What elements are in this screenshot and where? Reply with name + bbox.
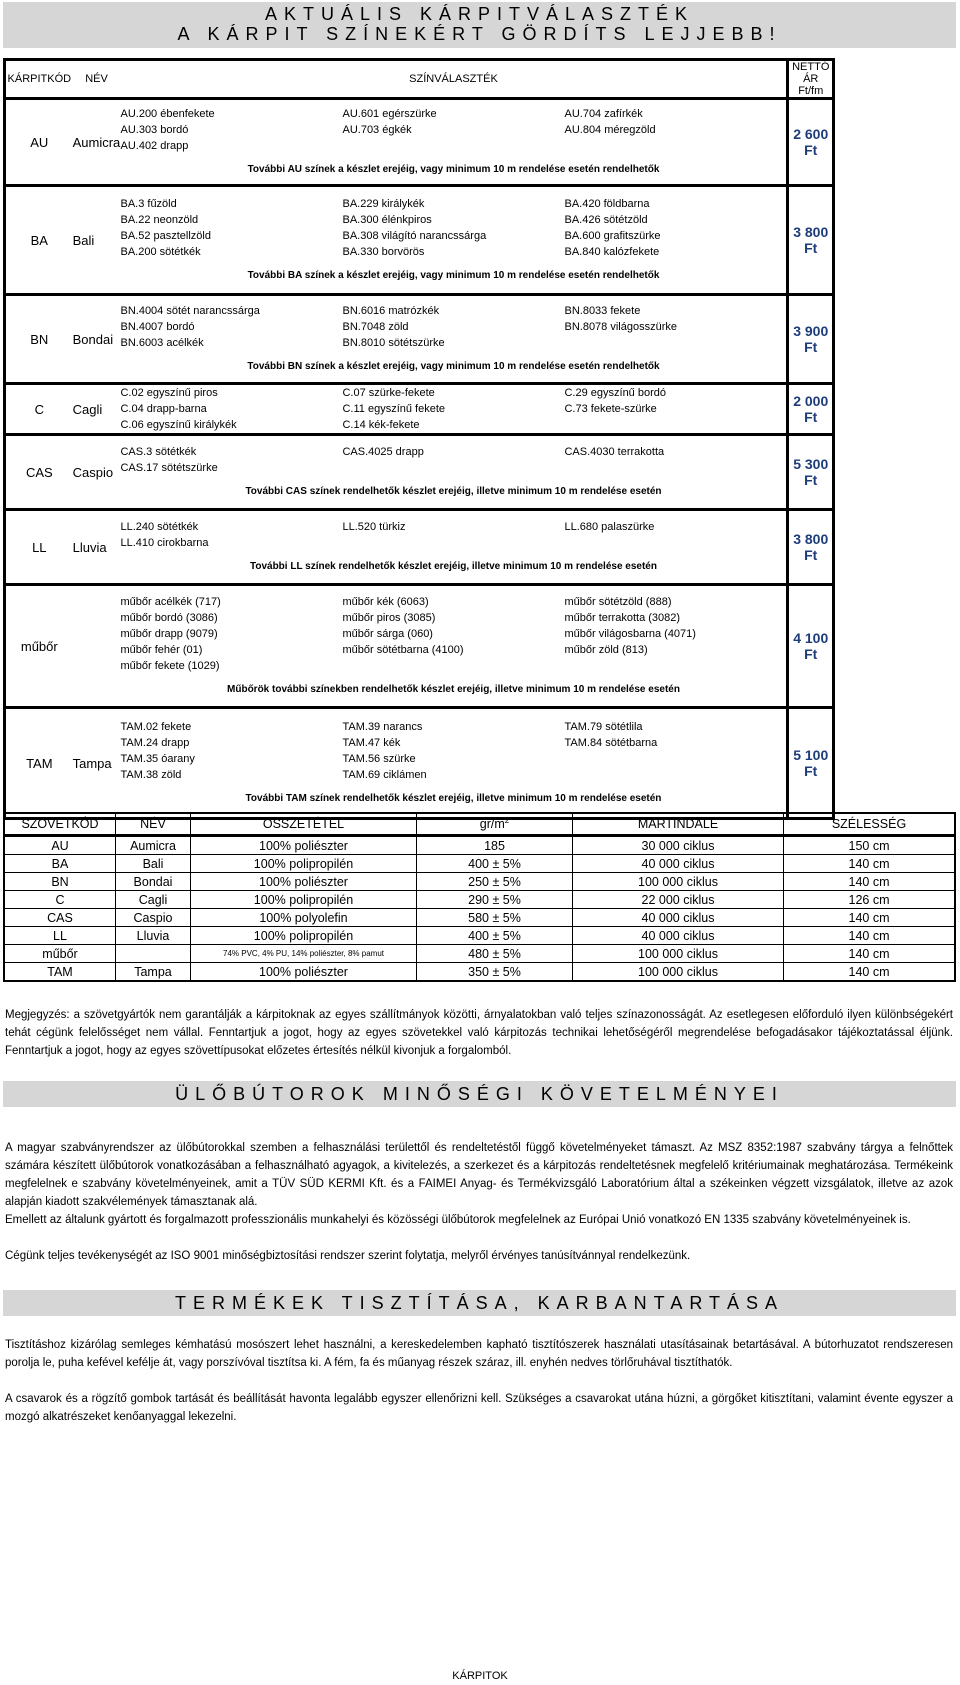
color-column: [342, 196, 564, 260]
spec-martindale: 100 000 ciklus: [573, 873, 784, 891]
color-option: BA.330 borvörös: [342, 245, 425, 258]
color-option: BN.4004 sötét narancssárga: [120, 304, 260, 317]
color-option: AU.703 égkék: [342, 123, 412, 136]
spec-row: [4, 927, 955, 945]
fabric-note: További LL színek rendelhetők készlet erejéig, illetve minimum 10 m rendelése esetén: [249, 560, 657, 572]
color-option: CAS.4025 drapp: [342, 445, 424, 458]
spec-code: LL: [4, 927, 116, 945]
color-option: BN.6016 matrózkék: [342, 304, 440, 317]
fabric-row: [5, 510, 834, 585]
color-column: [342, 303, 564, 351]
weight-unit: gr/m: [479, 817, 505, 832]
color-option: BN.6003 acélkék: [120, 336, 204, 349]
spec-name: Caspio: [116, 909, 191, 927]
table-header-row: [5, 60, 834, 99]
fabric-name: Bali: [72, 232, 95, 248]
color-option: C.02 egyszínű piros: [120, 387, 218, 399]
color-option: C.73 fekete-szürke: [564, 403, 657, 415]
color-column: [564, 106, 786, 154]
spec-martindale: 100 000 ciklus: [573, 945, 784, 963]
fabric-code: LL: [32, 539, 47, 555]
spec-martindale: 40 000 ciklus: [573, 927, 784, 945]
color-column: [342, 385, 564, 433]
spec-row: [4, 945, 955, 963]
color-option: LL.410 cirokbarna: [120, 536, 209, 549]
fabric-code: BN: [30, 331, 49, 347]
fabric-colors: [120, 186, 788, 295]
spec-composition: 100% poliészter: [191, 873, 417, 891]
header-code: KÁRPITKÓD: [5, 60, 73, 99]
fabric-name: Caspio: [72, 464, 114, 480]
spec-row: [4, 855, 955, 873]
fabric-colors: [120, 708, 788, 819]
color-option: AU.704 zafírkék: [564, 107, 643, 120]
spec-row: [4, 909, 955, 927]
fabric-name: [73, 585, 121, 708]
fabric-price: 2 000 Ft: [788, 384, 834, 435]
spec-code: C: [4, 891, 116, 909]
color-option: BA.52 pasztellzöld: [120, 229, 211, 242]
color-option: TAM.84 sötétbarna: [564, 736, 658, 749]
spec-weight: 580 ± 5%: [417, 909, 573, 927]
fabric-code: CAS: [25, 464, 53, 480]
spec-code: CAS: [4, 909, 116, 927]
color-option: TAM.38 zöld: [120, 768, 182, 781]
spec-weight: 185: [417, 836, 573, 855]
color-option: BA.22 neonzöld: [120, 213, 199, 226]
color-option: TAM.47 kék: [342, 736, 401, 749]
color-column: [120, 594, 342, 674]
color-option: TAM.24 drapp: [120, 736, 190, 749]
spec-composition: 100% polipropilén: [191, 891, 417, 909]
color-option: TAM.02 fekete: [120, 720, 192, 733]
color-option: BN.8078 világosszürke: [564, 320, 677, 333]
color-column: [342, 444, 564, 476]
fabric-row: [5, 99, 834, 186]
fabric-code: műbőr: [20, 638, 58, 654]
color-option: C.29 egyszínű bordó: [564, 387, 666, 399]
fabric-name: Cagli: [72, 401, 103, 417]
spec-name: Cagli: [116, 891, 191, 909]
color-option: műbőr sárga (060): [342, 627, 433, 640]
color-column: [120, 519, 342, 551]
spec-width: 140 cm: [784, 927, 956, 945]
color-column: [342, 594, 564, 674]
disclaimer-text: Megjegyzés: a szövetgyártók nem garantálják a kárpitoknak az egyes szállítmányok közötti, árnyalatokban való teljes színazonosságát. Az esetlegesen előforduló ilyen különbségekért tehát cégünk felelősséget nem vállal. Fenntartjuk a jogot, hogy az egyes szövetekkel való kárpitozás technikai lehetőségéről megrendelése befogadásakor tájékoztatással éljünk. Fenntartjuk a jogot, hogy az egyes szövettípusokat előzetes értesítés nélkül kivonjuk a forgalomból.: [5, 1009, 953, 1057]
fabric-note: További AU színek a készlet erejéig, vagy minimum 10 m rendelése esetén rendelhetők: [247, 163, 660, 175]
color-column: [120, 719, 342, 783]
fabric-colors: [120, 435, 788, 510]
fabric-note: További CAS színek rendelhetők készlet erejéig, illetve minimum 10 m rendelése esetén: [245, 485, 662, 497]
spec-row: [4, 891, 955, 909]
color-option: AU.402 drapp: [120, 139, 189, 152]
color-option: BN.8010 sötétszürke: [342, 336, 445, 349]
spec-name: Lluvia: [116, 927, 191, 945]
color-option: TAM.39 narancs: [342, 720, 423, 733]
fabric-name: Bondai: [72, 331, 114, 347]
color-option: C.07 szürke-fekete: [342, 387, 435, 399]
spec-header-composition: ÖSSZETÉTEL: [191, 813, 417, 836]
header-banner: [3, 2, 956, 48]
color-option: TAM.69 ciklámen: [342, 768, 427, 781]
color-option: BA.840 kalózfekete: [564, 245, 660, 258]
color-option: LL.520 türkiz: [342, 520, 406, 533]
color-option: AU.303 bordó: [120, 123, 189, 136]
fabric-price: 3 800 Ft: [788, 186, 834, 295]
color-option: műbőr acélkék (717): [120, 595, 221, 608]
spec-row: [4, 873, 955, 891]
color-option: TAM.56 szürke: [342, 752, 416, 765]
fabric-row: [5, 435, 834, 510]
fabric-note: További BN színek a készlet erejéig, vagy minimum 10 m rendelése esetén rendelhetők: [247, 360, 660, 372]
color-option: CAS.17 sötétszürke: [120, 461, 218, 474]
spec-composition: 100% polipropilén: [191, 855, 417, 873]
fabric-spec-table: [3, 812, 956, 982]
spec-code: BA: [4, 855, 116, 873]
fabric-row: [5, 384, 834, 435]
color-option: BN.7048 zöld: [342, 320, 409, 333]
spec-code: AU: [4, 836, 116, 855]
color-option: műbőr piros (3085): [342, 611, 436, 624]
page-footer: KÁRPITOK: [452, 1670, 508, 1682]
fabric-code: BA: [30, 232, 48, 248]
spec-width: 126 cm: [784, 891, 956, 909]
banner-line-1: AKTUÁLIS KÁRPITVÁLASZTÉK: [264, 4, 695, 24]
fabric-price: 3 900 Ft: [788, 295, 834, 384]
quality-paragraph-3: Cégünk teljes tevékenységét az ISO 9001 minőségbiztosítási rendszer szerint folytatja, melyről érvényes tanúsítvánnyal rendelkezünk.: [5, 1250, 691, 1262]
spec-weight: 480 ± 5%: [417, 945, 573, 963]
color-option: műbőr sötétzöld (888): [564, 595, 672, 608]
header-price: NETTÓ ÁR Ft/fm: [788, 60, 834, 99]
quality-banner: ÜLŐBÚTOROK MINŐSÉGI KÖVETELMÉNYEI: [3, 1081, 956, 1107]
fabric-colors: [120, 585, 788, 708]
fabric-name: Aumicra: [72, 134, 121, 150]
color-option: műbőr sötétbarna (4100): [342, 643, 464, 656]
color-option: BA.229 királykék: [342, 197, 425, 210]
color-column: [120, 303, 342, 351]
spec-code: TAM: [4, 963, 116, 982]
spec-width: 140 cm: [784, 963, 956, 982]
fabric-name: Tampa: [72, 755, 112, 771]
color-option: BA.200 sötétkék: [120, 245, 201, 258]
spec-weight: 400 ± 5%: [417, 855, 573, 873]
color-option: műbőr zöld (813): [564, 643, 648, 656]
quality-paragraph-1: A magyar szabványrendszer az ülőbútorokkal szemben a felhasználási területtől és rendeltetéstől függő követelményeket támaszt. Az MSZ 8352:1987 szabvány tárgya a felnőttek számára készített ülőbútorok vonatkozásában a felhasználható agyagok, a kivitelezés, a szerkezet és a kárpitozás rendeltetésnek megfelelő kritériumainak meghatározása. Termékeink megfelelnek e szabvány követelményeinek, amit a TÜV SÜD KERMI Kft. és a FAIMEI Anyag- és Termékvizsgáló Laboratórium által a székeinken végzett vizsgálatok, illetve az azok alapján kiadott szakvélemények támasztanak alá.: [5, 1142, 953, 1208]
color-option: AU.804 méregzöld: [564, 123, 656, 136]
spec-header-martindale: MARTINDALE: [573, 813, 784, 836]
fabric-row: [5, 295, 834, 384]
color-option: AU.200 ébenfekete: [120, 107, 215, 120]
spec-weight: 290 ± 5%: [417, 891, 573, 909]
color-option: CAS.3 sötétkék: [120, 445, 197, 458]
color-option: műbőr világosbarna (4071): [564, 627, 696, 640]
color-option: LL.240 sötétkék: [120, 520, 199, 533]
color-option: C.11 egyszínű fekete: [342, 403, 446, 415]
fabric-colors: [120, 510, 788, 585]
spec-header-row: [4, 813, 955, 836]
spec-name: [116, 945, 191, 963]
spec-composition: 100% polipropilén: [191, 927, 417, 945]
color-option: műbőr bordó (3086): [120, 611, 218, 624]
fabric-color-table: [3, 58, 835, 820]
spec-name: Bali: [116, 855, 191, 873]
spec-code: műbőr: [4, 945, 116, 963]
color-option: TAM.79 sötétlila: [564, 720, 643, 733]
header-colors: SZÍNVÁLASZTÉK: [120, 60, 788, 99]
spec-martindale: 30 000 ciklus: [573, 836, 784, 855]
spec-row: [4, 836, 955, 855]
color-option: BA.426 sötétzöld: [564, 213, 648, 226]
spec-header-width: SZÉLESSÉG: [784, 813, 956, 836]
spec-header-code: SZÖVETKÓD: [4, 813, 116, 836]
fabric-code: AU: [30, 134, 49, 150]
spec-name: Bondai: [116, 873, 191, 891]
color-column: [564, 196, 786, 260]
fabric-price: 5 300 Ft: [788, 435, 834, 510]
color-option: műbőr kék (6063): [342, 595, 429, 608]
spec-row: [4, 963, 955, 982]
spec-width: 150 cm: [784, 836, 956, 855]
color-option: C.04 drapp-barna: [120, 403, 207, 415]
cleaning-banner: TERMÉKEK TISZTÍTÁSA, KARBANTARTÁSA: [3, 1290, 956, 1316]
fabric-colors: [120, 295, 788, 384]
color-column: [564, 594, 786, 674]
color-column: [120, 385, 342, 433]
spec-width: 140 cm: [784, 945, 956, 963]
spec-martindale: 40 000 ciklus: [573, 855, 784, 873]
spec-composition: 100% poliészter: [191, 963, 417, 982]
color-option: BA.308 világító narancssárga: [342, 229, 487, 242]
color-option: BA.420 földbarna: [564, 197, 650, 210]
header-name: NÉV: [73, 60, 121, 99]
color-option: BN.4007 bordó: [120, 320, 195, 333]
quality-paragraph-2: Emellett az általunk gyártott és forgalmazott professzionális munkahelyi és közösségi ülőbútorok megfelelnek az Európai Unió vonatkozó EN 1335 szabvány követelményeinek is.: [5, 1214, 911, 1226]
fabric-row: [5, 186, 834, 295]
color-column: [564, 303, 786, 351]
color-column: [342, 719, 564, 783]
color-column: [564, 444, 786, 476]
spec-header-name: NÉV: [116, 813, 191, 836]
spec-composition: 100% polyolefin: [191, 909, 417, 927]
color-option: AU.601 egérszürke: [342, 107, 437, 120]
color-option: műbőr fekete (1029): [120, 659, 220, 672]
fabric-price: 4 100 Ft: [788, 585, 834, 708]
spec-weight: 400 ± 5%: [417, 927, 573, 945]
fabric-row: [5, 585, 834, 708]
spec-composition: 100% poliészter: [191, 836, 417, 855]
spec-width: 140 cm: [784, 873, 956, 891]
color-column: [564, 719, 786, 783]
spec-name: Aumicra: [116, 836, 191, 855]
color-column: [342, 519, 564, 551]
color-option: BN.8033 fekete: [564, 304, 641, 317]
spec-martindale: 22 000 ciklus: [573, 891, 784, 909]
fabric-colors: [120, 384, 788, 435]
color-option: BA.3 fűzöld: [120, 197, 177, 210]
color-option: C.06 egyszínű királykék: [120, 419, 237, 431]
color-column: [564, 519, 786, 551]
color-option: C.14 kék-fekete: [342, 419, 420, 431]
color-column: [564, 385, 786, 433]
spec-martindale: 100 000 ciklus: [573, 963, 784, 982]
spec-weight: 250 ± 5%: [417, 873, 573, 891]
fabric-price: 2 600 Ft: [788, 99, 834, 186]
fabric-row: [5, 708, 834, 819]
weight-unit-sup: 2: [504, 816, 510, 826]
color-option: műbőr terrakotta (3082): [564, 611, 681, 624]
color-option: LL.680 palaszürke: [564, 520, 655, 533]
fabric-price: 5 100 Ft: [788, 708, 834, 819]
color-column: [120, 444, 342, 476]
color-column: [120, 196, 342, 260]
spec-width: 140 cm: [784, 909, 956, 927]
spec-name: Tampa: [116, 963, 191, 982]
color-column: [120, 106, 342, 154]
color-option: CAS.4030 terrakotta: [564, 445, 665, 458]
fabric-colors: [120, 99, 788, 186]
color-option: BA.600 grafitszürke: [564, 229, 661, 242]
fabric-note: További BA színek a készlet erejéig, vagy minimum 10 m rendelése esetén rendelhetők: [247, 269, 660, 281]
spec-martindale: 40 000 ciklus: [573, 909, 784, 927]
cleaning-paragraph-2: A csavarok és a rögzítő gombok tartását és beállítását havonta legalább egyszer ellenőrizni kell. Szükséges a csavarokat utána húzni, a görgőket kitisztítani, valamint évente egyszer a mozgó alkatrészeket kenőanyaggal lekezelni.: [5, 1393, 953, 1423]
cleaning-paragraph-1: Tisztításhoz kizárólag semleges kémhatású mosószert lehet használni, a kereskedelemben kapható tisztítószerek használati utasításainak betartásával. A bútorhuzatot rendszeresen porolja le, puha kefével kefélje át, vagy porszívóval tisztítsa ki. A fém, fa és műanyag részek száraz, ill. enyhén nedves törlőruhával tisztíthatók.: [5, 1339, 953, 1369]
color-option: műbőr fehér (01): [120, 643, 203, 656]
fabric-code: TAM: [26, 755, 53, 771]
fabric-code: C: [34, 401, 44, 417]
spec-weight: 350 ± 5%: [417, 963, 573, 982]
spec-width: 140 cm: [784, 855, 956, 873]
spec-code: BN: [4, 873, 116, 891]
spec-header-weight: [417, 813, 573, 836]
color-option: BA.300 élénkpiros: [342, 213, 432, 226]
fabric-note: Műbőrök további színekben rendelhetők készlet erejéig, illetve minimum 10 m rendelése esetén: [227, 683, 680, 695]
color-option: műbőr drapp (9079): [120, 627, 218, 640]
color-option: TAM.35 óarany: [120, 752, 195, 765]
banner-line-2: A KÁRPIT SZÍNEKÉRT GÖRDÍTS LEJJEBB!: [177, 24, 782, 44]
spec-composition: 74% PVC, 4% PU, 14% poliészter, 8% pamut: [191, 945, 417, 963]
color-column: [342, 106, 564, 154]
fabric-note: További TAM színek rendelhetők készlet erejéig, illetve minimum 10 m rendelése esetén: [245, 792, 662, 804]
fabric-name: Lluvia: [72, 539, 107, 555]
fabric-price: 3 800 Ft: [788, 510, 834, 585]
